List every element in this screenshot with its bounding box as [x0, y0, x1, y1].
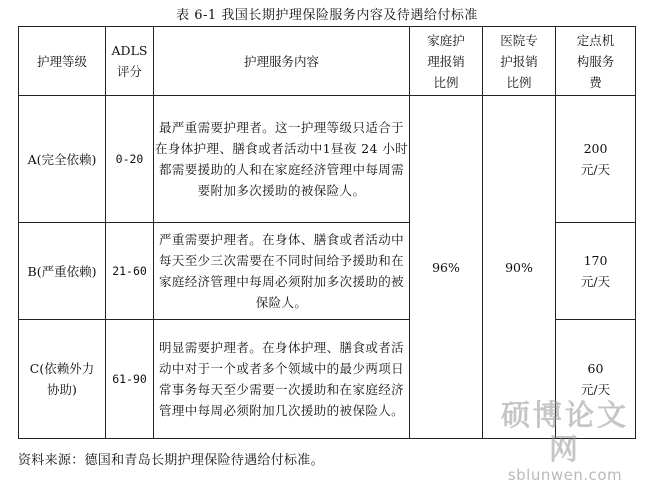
watermark-url: sblunwen.com: [507, 466, 623, 484]
source-note: 资料来源：德国和青岛长期护理保险待遇给付标准。: [18, 453, 324, 468]
header-adls-score: ADLS 评分: [106, 27, 154, 96]
cell-adls: 61-90: [106, 320, 154, 439]
table-header-row: [19, 27, 636, 96]
cell-adls: 0-20: [106, 96, 154, 223]
cell-content: 明显需要护理者。在身体护理、膳食或者活动中对于一个或者多个领域中的最少两项日常事务每天至少需要一次援助和在家庭经济管理中每周必须附加几次援助的被保险人。: [154, 320, 410, 439]
cell-content: 最严重需要护理者。这一护理等级只适合于在身体护理、膳食或者活动中1昼夜 24 小时都需要援助的人和在家庭经济管理中每周需要附加多次援助的被保险人。: [154, 96, 410, 223]
cell-hospital-ratio: 90%: [483, 96, 556, 439]
cell-fee: 200 元/天: [556, 96, 636, 223]
header-home-ratio: 家庭护 理报销 比例: [410, 27, 483, 96]
benefit-standards-table: [18, 26, 636, 439]
cell-level: B(严重依赖): [19, 223, 106, 320]
header-facility-fee: 定点机 构服务 费: [556, 27, 636, 96]
cell-level: C(依赖外力协助): [19, 320, 106, 439]
watermark-title: 硕博论文网: [500, 398, 629, 466]
cell-home-ratio: 96%: [410, 96, 483, 439]
cell-adls: 21-60: [106, 223, 154, 320]
table-row: [19, 96, 636, 223]
header-care-content: 护理服务内容: [154, 27, 410, 96]
table-caption: 表 6-1 我国长期护理保险服务内容及待遇给付标准: [176, 8, 478, 23]
cell-level: A(完全依赖): [19, 96, 106, 223]
cell-fee: 60 元/天: [556, 320, 636, 439]
header-care-level: 护理等级: [19, 27, 106, 96]
header-hospital-ratio: 医院专 护报销 比例: [483, 27, 556, 96]
cell-content: 严重需要护理者。在身体、膳食或者活动中每天至少三次需要在不同时间给予援助和在家庭经济管理中每周必须附加多次援助的被保险人。: [154, 223, 410, 320]
cell-fee: 170 元/天: [556, 223, 636, 320]
